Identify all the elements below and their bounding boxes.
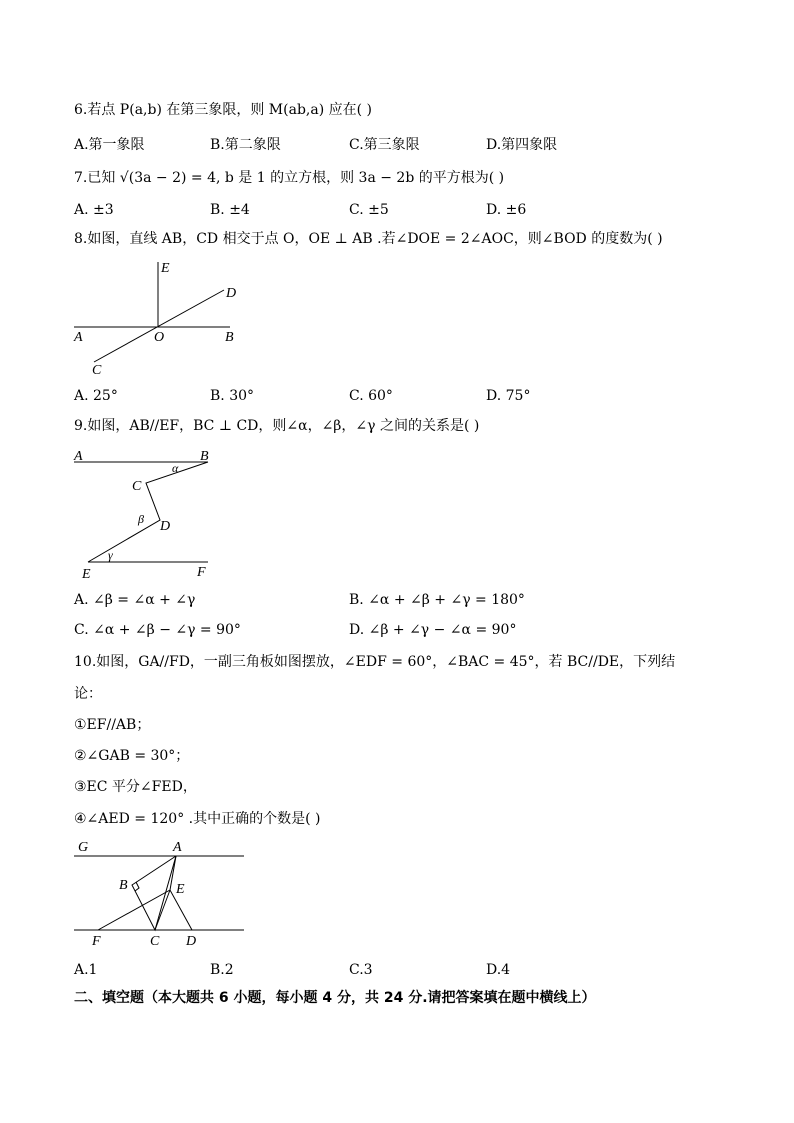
q9-label-e: E xyxy=(82,567,91,582)
q6-option-d: D.第四象限 xyxy=(486,137,558,153)
q10-label-c: C xyxy=(150,934,160,949)
q8-stem: 8.如图，直线 AB，CD 相交于点 O，OE ⊥ AB .若∠DOE = 2∠AOC，则∠BOD 的度数为( ) xyxy=(74,231,663,247)
q10-option-c: C.3 xyxy=(349,962,373,978)
q9-label-c: C xyxy=(132,479,142,494)
q8-option-a: A. 25° xyxy=(74,388,118,404)
q7-option-d: D. ±6 xyxy=(486,202,527,218)
q7-stem: 7.已知 √(3a − 2) = 4, b 是 1 的立方根，则 3a − 2b 的平方根为( ) xyxy=(74,170,505,186)
q8-label-d: D xyxy=(226,286,237,301)
q10-right-angle-b xyxy=(135,882,139,891)
q10-stem-line1: 10.如图，GA//FD，一副三角板如图摆放，∠EDF = 60°，∠BAC = 45°，若 BC//DE，下列结 xyxy=(74,654,676,670)
q9-label-alpha: α xyxy=(172,461,179,475)
q8-option-b: B. 30° xyxy=(210,388,255,404)
q6-stem: 6.若点 P(a,b) 在第三象限，则 M(ab,a) 应在( ) xyxy=(74,102,372,118)
q9-stem: 9.如图，AB//EF，BC ⊥ CD，则∠α，∠β，∠γ 之间的关系是( ) xyxy=(74,418,480,434)
q8-label-o: O xyxy=(154,330,165,345)
q6-option-a: A.第一象限 xyxy=(74,137,145,153)
q10-label-e: E xyxy=(176,882,185,897)
q10-option-d: D.4 xyxy=(486,962,511,978)
q10-stem-line2: 论： xyxy=(74,686,102,702)
q6-option-c: C.第三象限 xyxy=(349,137,420,153)
q10-label-d: D xyxy=(186,934,197,949)
q10-item-2: ②∠GAB = 30°； xyxy=(74,748,190,764)
q9-label-gamma: γ xyxy=(108,548,113,562)
q8-label-a: A xyxy=(74,330,83,345)
q9-label-d: D xyxy=(160,519,171,534)
q10-option-a: A.1 xyxy=(74,962,98,978)
q7-option-a: A. ±3 xyxy=(74,202,114,218)
q9-option-b: B. ∠α + ∠β + ∠γ = 180° xyxy=(349,592,525,608)
q7-option-b: B. ±4 xyxy=(210,202,250,218)
q9-option-c: C. ∠α + ∠β − ∠γ = 90° xyxy=(74,622,241,638)
q9-label-beta: β xyxy=(138,512,144,526)
q10-segment-ec xyxy=(155,890,170,930)
q9-label-a: A xyxy=(74,449,83,464)
q9-label-f: F xyxy=(197,565,206,580)
q10-item-4: ④∠AED = 120° .其中正确的个数是( ) xyxy=(74,811,321,827)
q6-option-b: B.第二象限 xyxy=(210,137,281,153)
q7-option-c: C. ±5 xyxy=(349,202,389,218)
q8-label-c: C xyxy=(92,363,102,378)
q10-label-b: B xyxy=(119,878,128,893)
q10-item-1: ①EF//AB； xyxy=(74,717,151,733)
q10-label-a: A xyxy=(173,840,182,855)
q8-label-e: E xyxy=(161,261,170,276)
q10-label-g: G xyxy=(78,840,89,855)
q8-option-c: C. 60° xyxy=(349,388,393,404)
q10-label-f: F xyxy=(92,934,101,949)
section2-title: 二、填空题（本大题共 6 小题，每小题 4 分，共 24 分.请把答案填在题中横线上） xyxy=(74,990,596,1006)
q8-option-d: D. 75° xyxy=(486,388,531,404)
q9-option-d: D. ∠β + ∠γ − ∠α = 90° xyxy=(349,622,517,638)
q10-item-3: ③EC 平分∠FED， xyxy=(74,779,197,795)
q8-label-b: B xyxy=(225,330,234,345)
q10-option-b: B.2 xyxy=(210,962,234,978)
q9-option-a: A. ∠β = ∠α + ∠γ xyxy=(74,592,196,608)
q9-label-b: B xyxy=(200,449,209,464)
